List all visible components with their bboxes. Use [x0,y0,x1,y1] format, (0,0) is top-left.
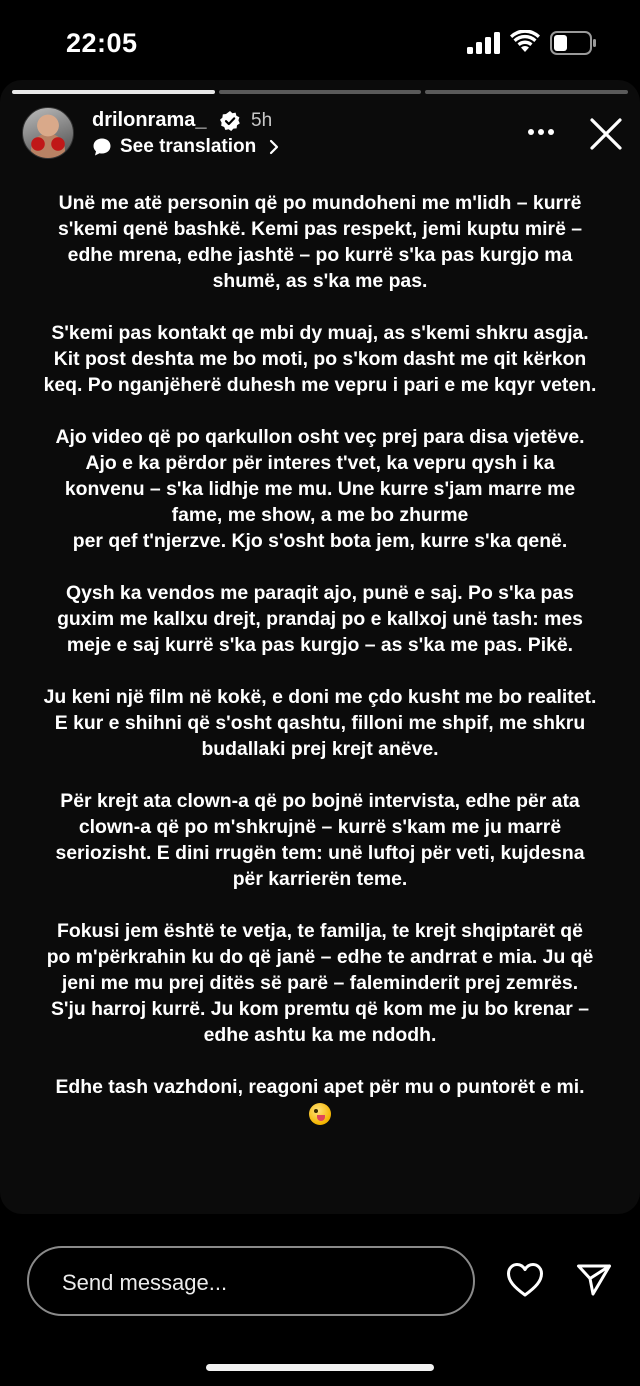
story-line: fame, me show, a me bo zhurme [171,504,469,526]
story-paragraph [8,580,632,658]
story-line: Edhe tash vazhdoni, reagoni apet për mu o puntorët e mi. [55,1076,585,1098]
story-line: meje e saj kurrë s'ka pas kurgjo – as s'ka me pas. Pikë. [66,634,574,656]
story-line: Ju keni një film në kokë, e doni me çdo kusht me bo realitet. [43,686,597,708]
story-line: S'kemi pas kontakt qe mbi dy muaj, as s'kemi shkru asgja. [51,322,589,344]
story-paragraph [8,788,632,892]
story-line: edhe mrena, edhe jashtë – po kurrë s'ka pas kurgjo ma [67,244,573,266]
story-line: per qef t'njerzve. Kjo s'osht bota jem, kurre s'ka qenë. [72,530,568,552]
story-line: budallaki prej krejt anëve. [201,738,439,760]
emoji-line [8,1100,632,1126]
story-line: keq. Po nganjëherë duhesh me vepru i pari e me kqyr veten. [43,374,597,396]
chevron-right-icon [264,137,284,157]
username[interactable]: drilonrama_ [92,109,207,131]
story-line: Për krejt ata clown-a që po bojnë intervista, edhe për ata [60,790,580,812]
status-bar [0,0,640,80]
story-timestamp: 5h [251,110,273,131]
story-line: Qysh ka vendos me paraqit ajo, punë e saj. Po s'ka pas [66,582,574,604]
home-indicator[interactable] [206,1364,434,1371]
story-line: Fokusi jem është te vetja, te familja, te krejt shqiptarët që [57,920,583,942]
battery-icon [550,31,598,55]
story-card[interactable] [0,80,640,1214]
story-paragraph [8,320,632,398]
story-paragraph [8,1074,632,1126]
story-progress-bar [12,90,628,94]
send-message-input[interactable] [27,1246,475,1316]
wifi-icon [510,30,540,54]
story-line: shumë, as s'ka me pas. [212,270,428,292]
story-line: Ajo video që po qarkullon osht veç prej para disa vjetëve. [55,426,585,448]
share-icon[interactable] [576,1263,612,1297]
story-line: po m'përkrahin ku do që janë – edhe te andrrat e mia. Ju që [46,946,594,968]
winking-face-with-tongue-emoji-icon [309,1103,331,1125]
verified-badge-icon [220,111,240,131]
story-line: Kit post deshta me bo moti, po s'kom dasht me qit kërkon [53,348,587,370]
story-line: guxim me kallxu drejt, prandaj po e kallxoj unë tash: mes [57,608,583,630]
story-line: E kur e shihni që s'osht qashtu, filloni me shpif, me shkru [54,712,586,734]
progress-segment [425,90,628,94]
story-line: jeni me mu prej ditës së parë – faleminderit prej zemrës. [61,972,579,994]
status-time: 22:05 [66,28,138,58]
story-line: clown-a që po m'shkrujnë – kurrë s'kam me ju marrë [78,816,562,838]
send-message-placeholder: Send message... [62,1270,228,1295]
see-translation-label: See translation [120,136,257,157]
cellular-signal-icon [467,32,501,54]
story-paragraph [8,918,632,1048]
story-line: Ajo e ka përdor për interes t'vet, ka vepru qysh i ka [85,452,555,474]
see-translation-button[interactable] [92,136,284,158]
progress-segment [219,90,422,94]
story-line: për karrierën teme. [232,868,408,890]
story-line: S'ju harroj kurrë. Ju kom premtu që kom me ju bo krenar – [50,998,589,1020]
story-line: konvenu – s'ka lidhje me mu. Une kurre s'jam marre me [64,478,576,500]
story-paragraph [8,684,632,762]
story-line: Unë me atë personin që po mundoheni me m'lidh – kurrë [58,192,582,214]
progress-segment [12,90,215,94]
more-options-icon[interactable] [527,128,555,136]
avatar[interactable] [22,107,74,159]
story-text [8,190,632,1152]
heart-icon[interactable] [506,1262,544,1298]
story-line: seriozisht. E dini rrugën tem: unë luftoj për veti, kujdesna [55,842,585,864]
translate-bubble-icon [92,137,112,157]
story-line: s'kemi qenë bashkë. Kemi pas respekt, jemi kuptu mirë – [57,218,583,240]
story-paragraph [8,424,632,554]
close-icon[interactable] [588,116,624,152]
story-paragraph [8,190,632,294]
story-line: edhe ashtu ka me ndodh. [203,1024,437,1046]
